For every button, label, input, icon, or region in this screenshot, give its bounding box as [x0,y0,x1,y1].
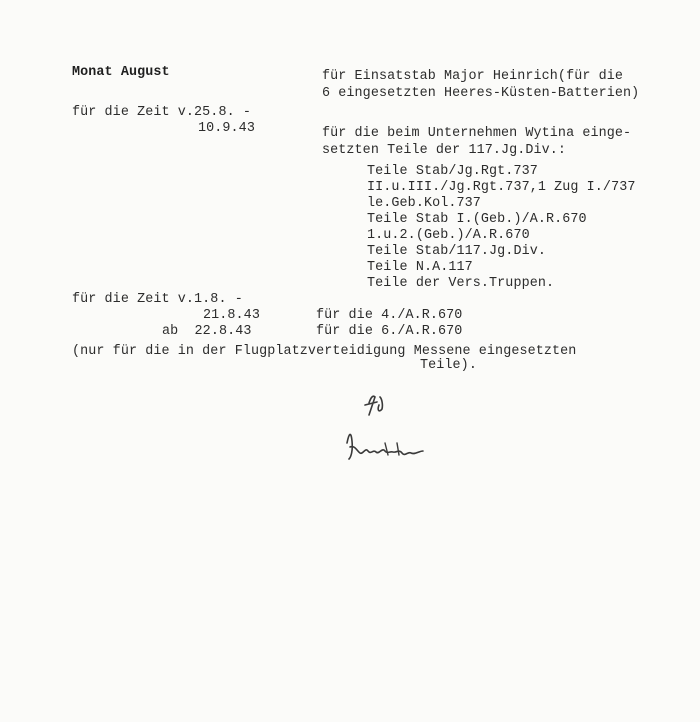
unit-line: II.u.III./Jg.Rgt.737,1 Zug I./737 [367,180,636,195]
intro-line-1: für die beim Unternehmen Wytina einge- [322,126,632,141]
unit-line: 1.u.2.(Geb.)/A.R.670 [367,228,530,243]
period-2-unit-2: für die 6./A.R.670 [316,324,463,339]
month-heading: Monat August [72,65,170,80]
period-2-unit-1: für die 4./A.R.670 [316,308,463,323]
period-1-line-1: für die Zeit v.25.8. - [72,105,251,120]
note-line-1: (nur für die in der Flugplatzverteidigung Messene eingesetzten [72,344,577,359]
recipient-line-1: für Einsatstab Major Heinrich(für die [322,69,624,84]
unit-line: Teile Stab I.(Geb.)/A.R.670 [367,212,587,227]
note-line-2: Teile). [420,358,477,373]
intro-line-2: setzten Teile der 117.Jg.Div.: [322,143,567,158]
period-2-line-3: ab 22.8.43 [162,324,252,339]
unit-line: Teile der Vers.Truppen. [367,276,555,291]
handwritten-signature [335,385,445,475]
period-1-line-2: 10.9.43 [198,121,255,136]
period-2-line-1: für die Zeit v.1.8. - [72,292,243,307]
unit-line: le.Geb.Kol.737 [367,196,481,211]
unit-line: Teile Stab/Jg.Rgt.737 [367,164,538,179]
recipient-line-2: 6 eingesetzten Heeres-Küsten-Batterien) [322,86,640,101]
unit-line: Teile Stab/117.Jg.Div. [367,244,546,259]
period-2-line-2: 21.8.43 [203,308,260,323]
unit-line: Teile N.A.117 [367,260,473,275]
